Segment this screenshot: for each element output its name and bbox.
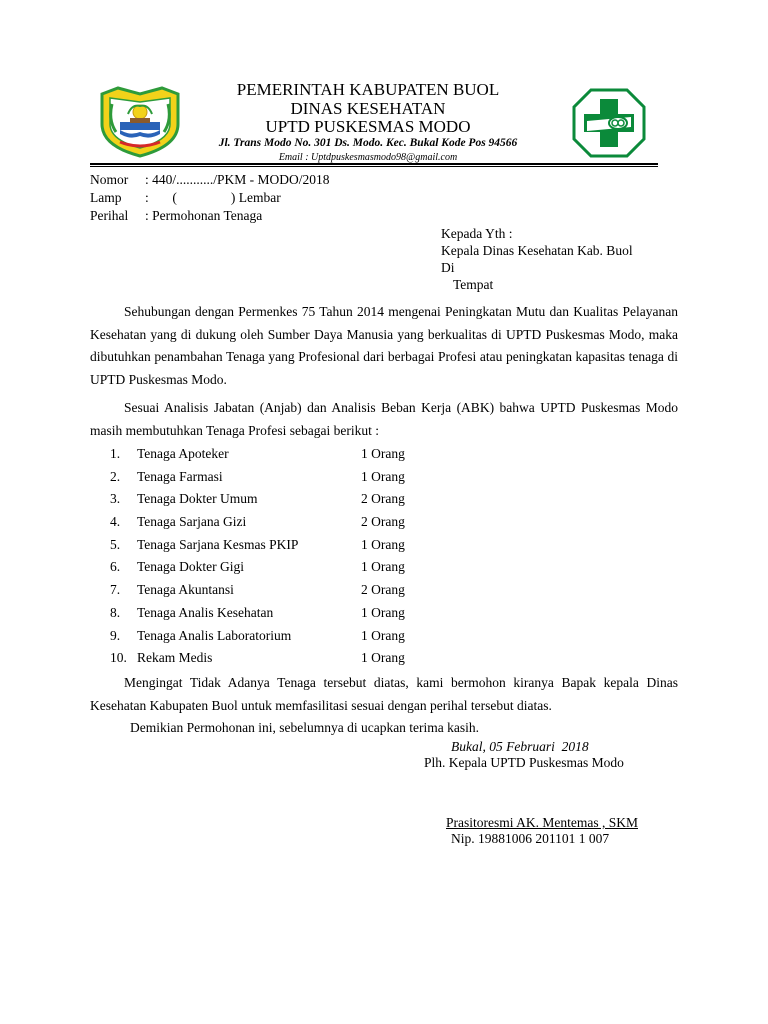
- place-date: Bukal, 05 Februari 2018: [451, 739, 589, 754]
- list-item-name: Tenaga Sarjana Kesmas PKIP: [137, 537, 299, 552]
- nomor-value: : 440/.........../PKM - MODO/2018: [145, 172, 330, 187]
- list-item-name: Tenaga Dokter Gigi: [137, 559, 245, 574]
- letterhead-rule: [90, 163, 658, 165]
- header-government: PEMERINTAH KABUPATEN BUOL: [236, 80, 500, 99]
- list-item-quantity: 2 Orang: [361, 582, 405, 597]
- signatory-name: Prasitoresmi AK. Mentemas , SKM: [446, 815, 638, 830]
- list-item-quantity: 2 Orang: [361, 491, 405, 506]
- list-item-quantity: 1 Orang: [361, 628, 405, 643]
- recipient-title: Kepala Dinas Kesehatan Kab. Buol: [441, 243, 633, 258]
- nomor-label: Nomor: [90, 172, 129, 187]
- list-item-name: Tenaga Farmasi: [137, 469, 223, 484]
- body-paragraph-1: Sehubungan dengan Permenkes 75 Tahun 2014 mengenai Peningkatan Mutu dan Kualitas Pelayanan Kesehatan yang di dukung oleh Sumber Daya Manusia yang berkualitas di UPTD Puskesmas Modo, maka dibutuhkan penambahan Tenaga yang Profesional dari berbagai Profesi atau peningkatan kapasitas tenaga di UPTD Puskesmas Modo.: [90, 304, 678, 387]
- header-address: Jl. Trans Modo No. 301 Ds. Modo. Kec. Bukal Kode Pos 94566: [218, 137, 518, 149]
- body-paragraph-4: Demikian Permohonan ini, sebelumnya di ucapkan terima kasih.: [130, 720, 480, 735]
- list-item-number: 5.: [110, 537, 121, 552]
- list-item-quantity: 1 Orang: [361, 605, 405, 620]
- list-item-number: 2.: [110, 469, 121, 484]
- list-item-name: Tenaga Dokter Umum: [137, 491, 258, 506]
- list-item-number: 9.: [110, 628, 121, 643]
- letterhead-rule-thin: [90, 166, 658, 167]
- header-email: Email : Uptdpuskesmasmodo98@gmail.com: [278, 152, 458, 163]
- lamp-value: : ( ) Lembar: [145, 190, 281, 205]
- recipient-greeting: Kepada Yth :: [441, 226, 513, 241]
- body-paragraph-2: Sesuai Analisis Jabatan (Anjab) dan Analisis Beban Kerja (ABK) bahwa UPTD Puskesmas Modo masih membutuhkan Tenaga Profesi sebagai berikut :: [90, 400, 678, 438]
- lamp-label: Lamp: [90, 190, 122, 205]
- signatory-title: Plh. Kepala UPTD Puskesmas Modo: [424, 755, 624, 770]
- list-item-quantity: 2 Orang: [361, 514, 405, 529]
- list-item-quantity: 1 Orang: [361, 469, 405, 484]
- body-paragraph-3: Mengingat Tidak Adanya Tenaga tersebut diatas, kami bermohon kiranya Bapak kepala Dinas Kesehatan Kabupaten Buol untuk memfasilitasi sesuai dengan perihal tersebut diatas.: [90, 675, 678, 713]
- list-item-number: 4.: [110, 514, 121, 529]
- list-item-number: 7.: [110, 582, 121, 597]
- list-item-name: Tenaga Apoteker: [137, 446, 229, 461]
- list-item-name: Tenaga Sarjana Gizi: [137, 514, 247, 529]
- perihal-value: : Permohonan Tenaga: [145, 208, 263, 223]
- header-unit: UPTD PUSKESMAS MODO: [265, 117, 471, 136]
- list-item-name: Tenaga Analis Laboratorium: [137, 628, 292, 643]
- list-item-number: 3.: [110, 491, 121, 506]
- list-item-number: 10.: [110, 650, 127, 665]
- list-item-number: 1.: [110, 446, 121, 461]
- recipient-di: Di: [441, 260, 455, 275]
- list-item-quantity: 1 Orang: [361, 537, 405, 552]
- list-item-name: Rekam Medis: [137, 650, 213, 665]
- list-item-quantity: 1 Orang: [361, 559, 405, 574]
- list-item-name: Tenaga Analis Kesehatan: [137, 605, 274, 620]
- list-item-number: 6.: [110, 559, 121, 574]
- list-item-quantity: 1 Orang: [361, 446, 405, 461]
- header-department: DINAS KESEHATAN: [290, 99, 446, 118]
- list-item-quantity: 1 Orang: [361, 650, 405, 665]
- perihal-label: Perihal: [90, 208, 129, 223]
- recipient-place: Tempat: [453, 277, 494, 292]
- signatory-nip: Nip. 19881006 201101 1 007: [451, 831, 610, 846]
- list-item-name: Tenaga Akuntansi: [137, 582, 234, 597]
- list-item-number: 8.: [110, 605, 121, 620]
